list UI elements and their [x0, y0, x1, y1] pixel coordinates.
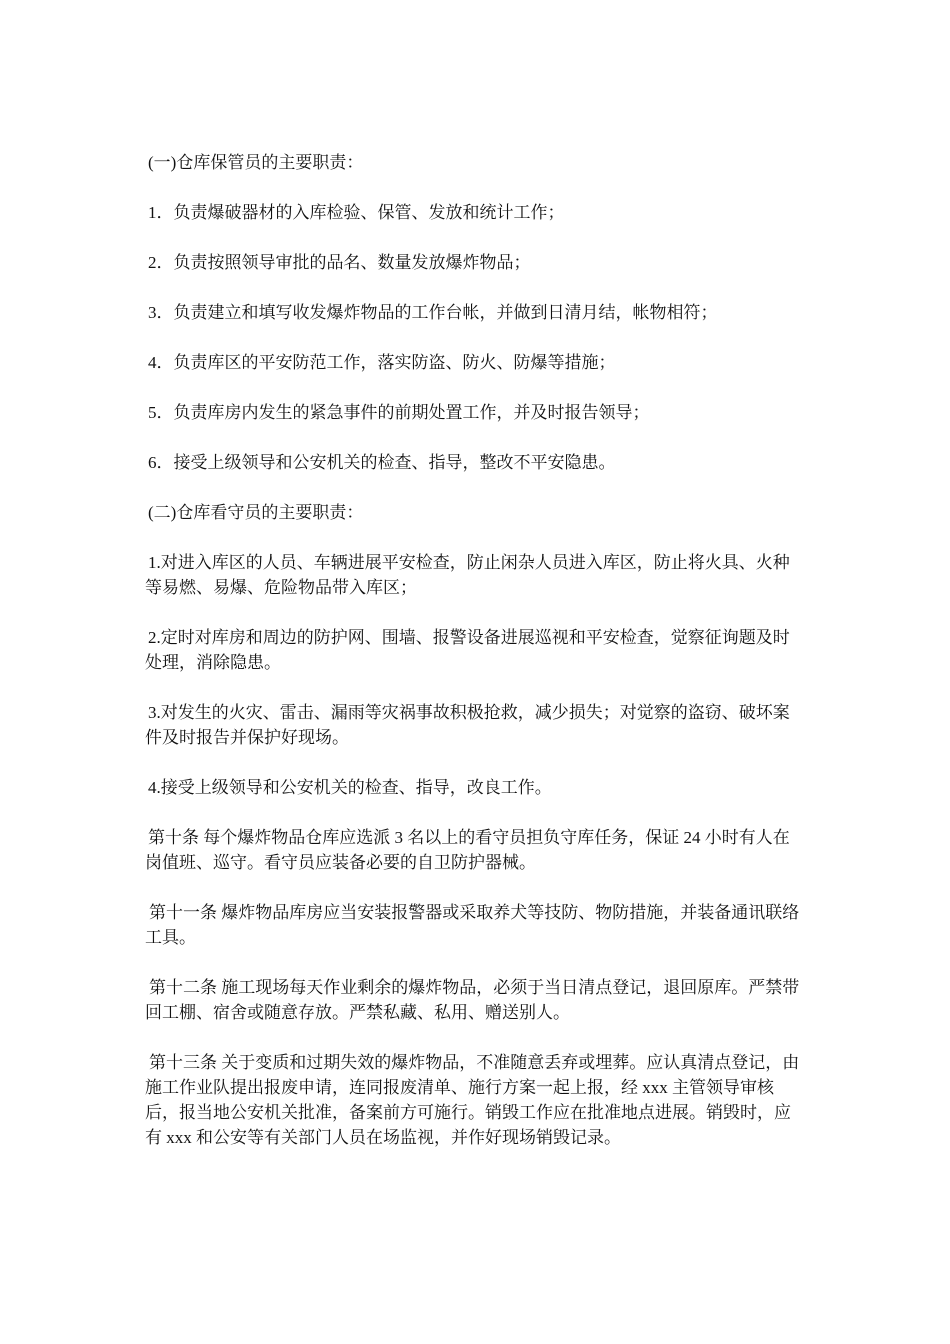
article-11: 第十一条 爆炸物品库房应当安装报警器或采取养犬等技防、物防措施，并装备通讯联络工具。 — [145, 903, 800, 947]
paragraph: 1.对进入库区的人员、车辆进展平安检查，防止闲杂人员进入库区，防止将火具、火种等易燃、易爆、危险物品带入库区； — [145, 553, 790, 597]
paragraph: 4．负责库区的平安防范工作，落实防盗、防火、防爆等措施； — [148, 353, 616, 372]
paragraph: 3．负责建立和填写收发爆炸物品的工作台帐，并做到日清月结，帐物相符； — [148, 303, 718, 322]
article-10: 第十条 每个爆炸物品仓库应选派 3 名以上的看守员担负守库任务，保证 24 小时有人在岗值班、巡守。看守员应装备必要的自卫防护器械。 — [145, 828, 790, 872]
paragraph: 4.接受上级领导和公安机关的检查、指导，改良工作。 — [148, 778, 552, 797]
section-heading-keeper-duties: (一)仓库保管员的主要职责： — [148, 153, 364, 172]
section-heading-guard-duties: (二)仓库看守员的主要职责： — [148, 503, 364, 522]
paragraph: 6．接受上级领导和公安机关的检查、指导，整改不平安隐患。 — [148, 453, 616, 472]
paragraph: 5．负责库房内发生的紧急事件的前期处置工作，并及时报告领导； — [148, 403, 650, 422]
paragraph: 2．负责按照领导审批的品名、数量发放爆炸物品； — [148, 253, 531, 272]
paragraph: 2.定时对库房和周边的防护网、围墙、报警设备进展巡视和平安检查，觉察征询题及时处理，消除隐患。 — [145, 628, 790, 672]
article-13: 第十三条 关于变质和过期失效的爆炸物品，不准随意丢弃或埋葬。应认真清点登记，由施工作业队提出报废申请，连同报废清单、施行方案一起上报，经 xxx 主管领导审核后，报当地公安机关批准，备案前方可施行。销毁工作应在批准地点进展。销毁时，应有 xxx 和公安等有关部门人员在场监视，并作好现场销毁记录。 — [145, 1053, 800, 1147]
article-12: 第十二条 施工现场每天作业剩余的爆炸物品，必须于当日清点登记，退回原库。严禁带回工棚、宿舍或随意存放。严禁私藏、私用、赠送别人。 — [145, 978, 800, 1022]
paragraph: 3.对发生的火灾、雷击、漏雨等灾祸事故积极抢救，减少损失；对觉察的盗窃、破坏案件及时报告并保护好现场。 — [145, 703, 790, 747]
paragraph: 1．负责爆破器材的入库检验、保管、发放和统计工作； — [148, 203, 565, 222]
